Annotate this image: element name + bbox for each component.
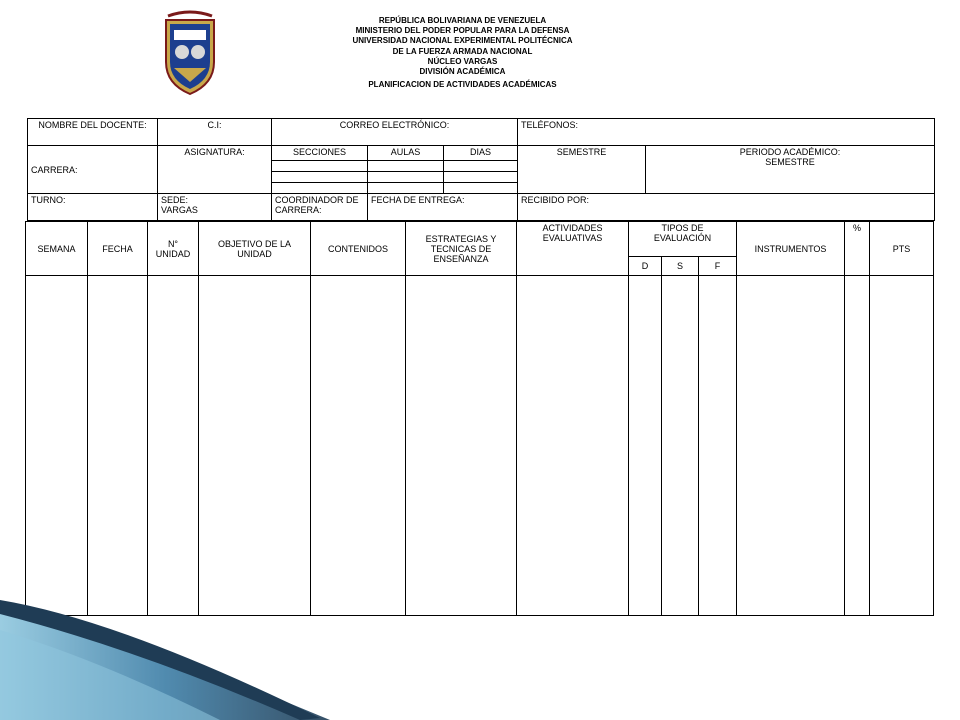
col-semana [26, 222, 88, 276]
tipos-label: TIPOS DE EVALUACIÓN [653, 223, 712, 243]
tipo-d-label: D [641, 261, 649, 271]
sede-value: VARGAS [161, 205, 198, 215]
fecha-label: FECHA [102, 243, 133, 254]
instrumentos-body-cell[interactable] [737, 276, 845, 616]
header-line: DE LA FUERZA ARMADA NACIONAL [392, 46, 533, 56]
university-crest-logo [160, 10, 220, 98]
unidad-label: N° UNIDAD [155, 238, 191, 259]
header-line: UNIVERSIDAD NACIONAL EXPERIMENTAL POLITÉCNICA [352, 36, 573, 46]
header-line: DIVISIÓN ACADÉMICA [419, 67, 506, 77]
secciones-label: SECCIONES [292, 147, 346, 157]
col-actividades [517, 222, 629, 276]
dias-input-cell[interactable] [444, 183, 518, 194]
pts-label: PTS [892, 243, 911, 254]
objetivo-label: OBJETIVO DE LA UNIDAD [217, 238, 292, 259]
docente-label-cell[interactable] [28, 119, 158, 146]
estrategias-label: ESTRATEGIAS Y TECNICAS DE ENSEÑANZA [425, 233, 497, 264]
tipo-f-body-cell[interactable] [699, 276, 737, 616]
telefonos-label: TELÉFONOS: [521, 120, 579, 130]
fecha-body-cell[interactable] [88, 276, 148, 616]
asignatura-label: ASIGNATURA: [184, 147, 245, 157]
ci-cell[interactable] [158, 119, 272, 146]
header-line: MINISTERIO DEL PODER POPULAR PARA LA DEFENSA [355, 26, 570, 36]
docente-label: NOMBRE DEL DOCENTE: [38, 120, 147, 130]
col-estrategias [406, 222, 517, 276]
col-tipos [629, 222, 737, 257]
header-line: REPÚBLICA BOLIVARIANA DE VENEZUELA [378, 16, 547, 25]
semana-label: SEMANA [37, 243, 76, 254]
col-tipo-f [699, 257, 737, 276]
correo-cell[interactable] [272, 119, 518, 146]
aulas-input-cell[interactable] [368, 172, 444, 183]
dias-header [444, 146, 518, 161]
pts-body-cell[interactable] [870, 276, 934, 616]
col-instrumentos [737, 222, 845, 276]
col-pts [870, 222, 934, 276]
porcentaje-body-cell[interactable] [845, 276, 870, 616]
fecha-entrega-cell[interactable] [368, 194, 518, 221]
semana-body-cell[interactable] [26, 276, 88, 616]
actividades-label: ACTIVIDADES EVALUATIVAS [542, 223, 603, 243]
porcentaje-label: % [853, 223, 862, 233]
aulas-input-cell[interactable] [368, 183, 444, 194]
correo-label: CORREO ELECTRÓNICO: [339, 120, 450, 130]
ci-label: C.I: [207, 120, 222, 130]
document-header [290, 16, 635, 90]
aulas-label: AULAS [390, 147, 421, 157]
coordinador-label: COORDINADOR DE CARRERA: [275, 195, 359, 215]
recibido-cell[interactable] [518, 194, 935, 221]
col-tipo-s [662, 257, 699, 276]
unidad-body-cell[interactable] [148, 276, 199, 616]
estrategias-body-cell[interactable] [406, 276, 517, 616]
tipo-s-body-cell[interactable] [662, 276, 699, 616]
col-fecha [88, 222, 148, 276]
objetivo-body-cell[interactable] [199, 276, 311, 616]
aulas-input-cell[interactable] [368, 161, 444, 172]
dias-label: DIAS [470, 147, 492, 157]
carrera-label: CARRERA: [31, 164, 78, 175]
dias-input-cell[interactable] [444, 161, 518, 172]
col-porcentaje [845, 222, 870, 276]
col-tipo-d [629, 257, 662, 276]
planning-table [25, 221, 934, 616]
decorative-swoosh [0, 590, 330, 720]
contenidos-body-cell[interactable] [311, 276, 406, 616]
recibido-label: RECIBIDO POR: [521, 195, 590, 205]
tipo-s-label: S [676, 261, 683, 271]
secciones-input-cell[interactable] [272, 161, 368, 172]
document-subtitle: PLANIFICACION DE ACTIVIDADES ACADÉMICAS [368, 80, 557, 90]
periodo-cell[interactable] [646, 146, 935, 194]
secciones-input-cell[interactable] [272, 183, 368, 194]
semestre-cell[interactable] [518, 146, 646, 194]
contenidos-label: CONTENIDOS [327, 243, 388, 254]
actividades-body-cell[interactable] [517, 276, 629, 616]
col-contenidos [311, 222, 406, 276]
header-line: NÚCLEO VARGAS [427, 56, 498, 66]
instrumentos-label: INSTRUMENTOS [754, 243, 827, 254]
turno-label: TURNO: [31, 195, 66, 205]
tipo-d-body-cell[interactable] [629, 276, 662, 616]
sede-cell[interactable] [158, 194, 272, 221]
secciones-input-cell[interactable] [272, 172, 368, 183]
telefonos-cell[interactable] [518, 119, 935, 146]
coordinador-cell[interactable] [272, 194, 368, 221]
col-objetivo [199, 222, 311, 276]
dias-input-cell[interactable] [444, 172, 518, 183]
turno-cell[interactable] [28, 194, 158, 221]
fecha-entrega-label: FECHA DE ENTREGA: [371, 195, 465, 205]
semestre-label: SEMESTRE [556, 147, 607, 157]
teacher-info-table [27, 118, 935, 221]
secciones-header [272, 146, 368, 161]
aulas-header [368, 146, 444, 161]
periodo-label: PERIODO ACADÉMICO: [739, 147, 841, 157]
tipo-f-label: F [714, 261, 721, 271]
periodo-semestre-label: SEMESTRE [765, 157, 815, 167]
sede-label: SEDE: [161, 195, 189, 205]
asignatura-cell[interactable] [158, 146, 272, 194]
carrera-cell[interactable] [28, 146, 158, 194]
col-unidad [148, 222, 199, 276]
